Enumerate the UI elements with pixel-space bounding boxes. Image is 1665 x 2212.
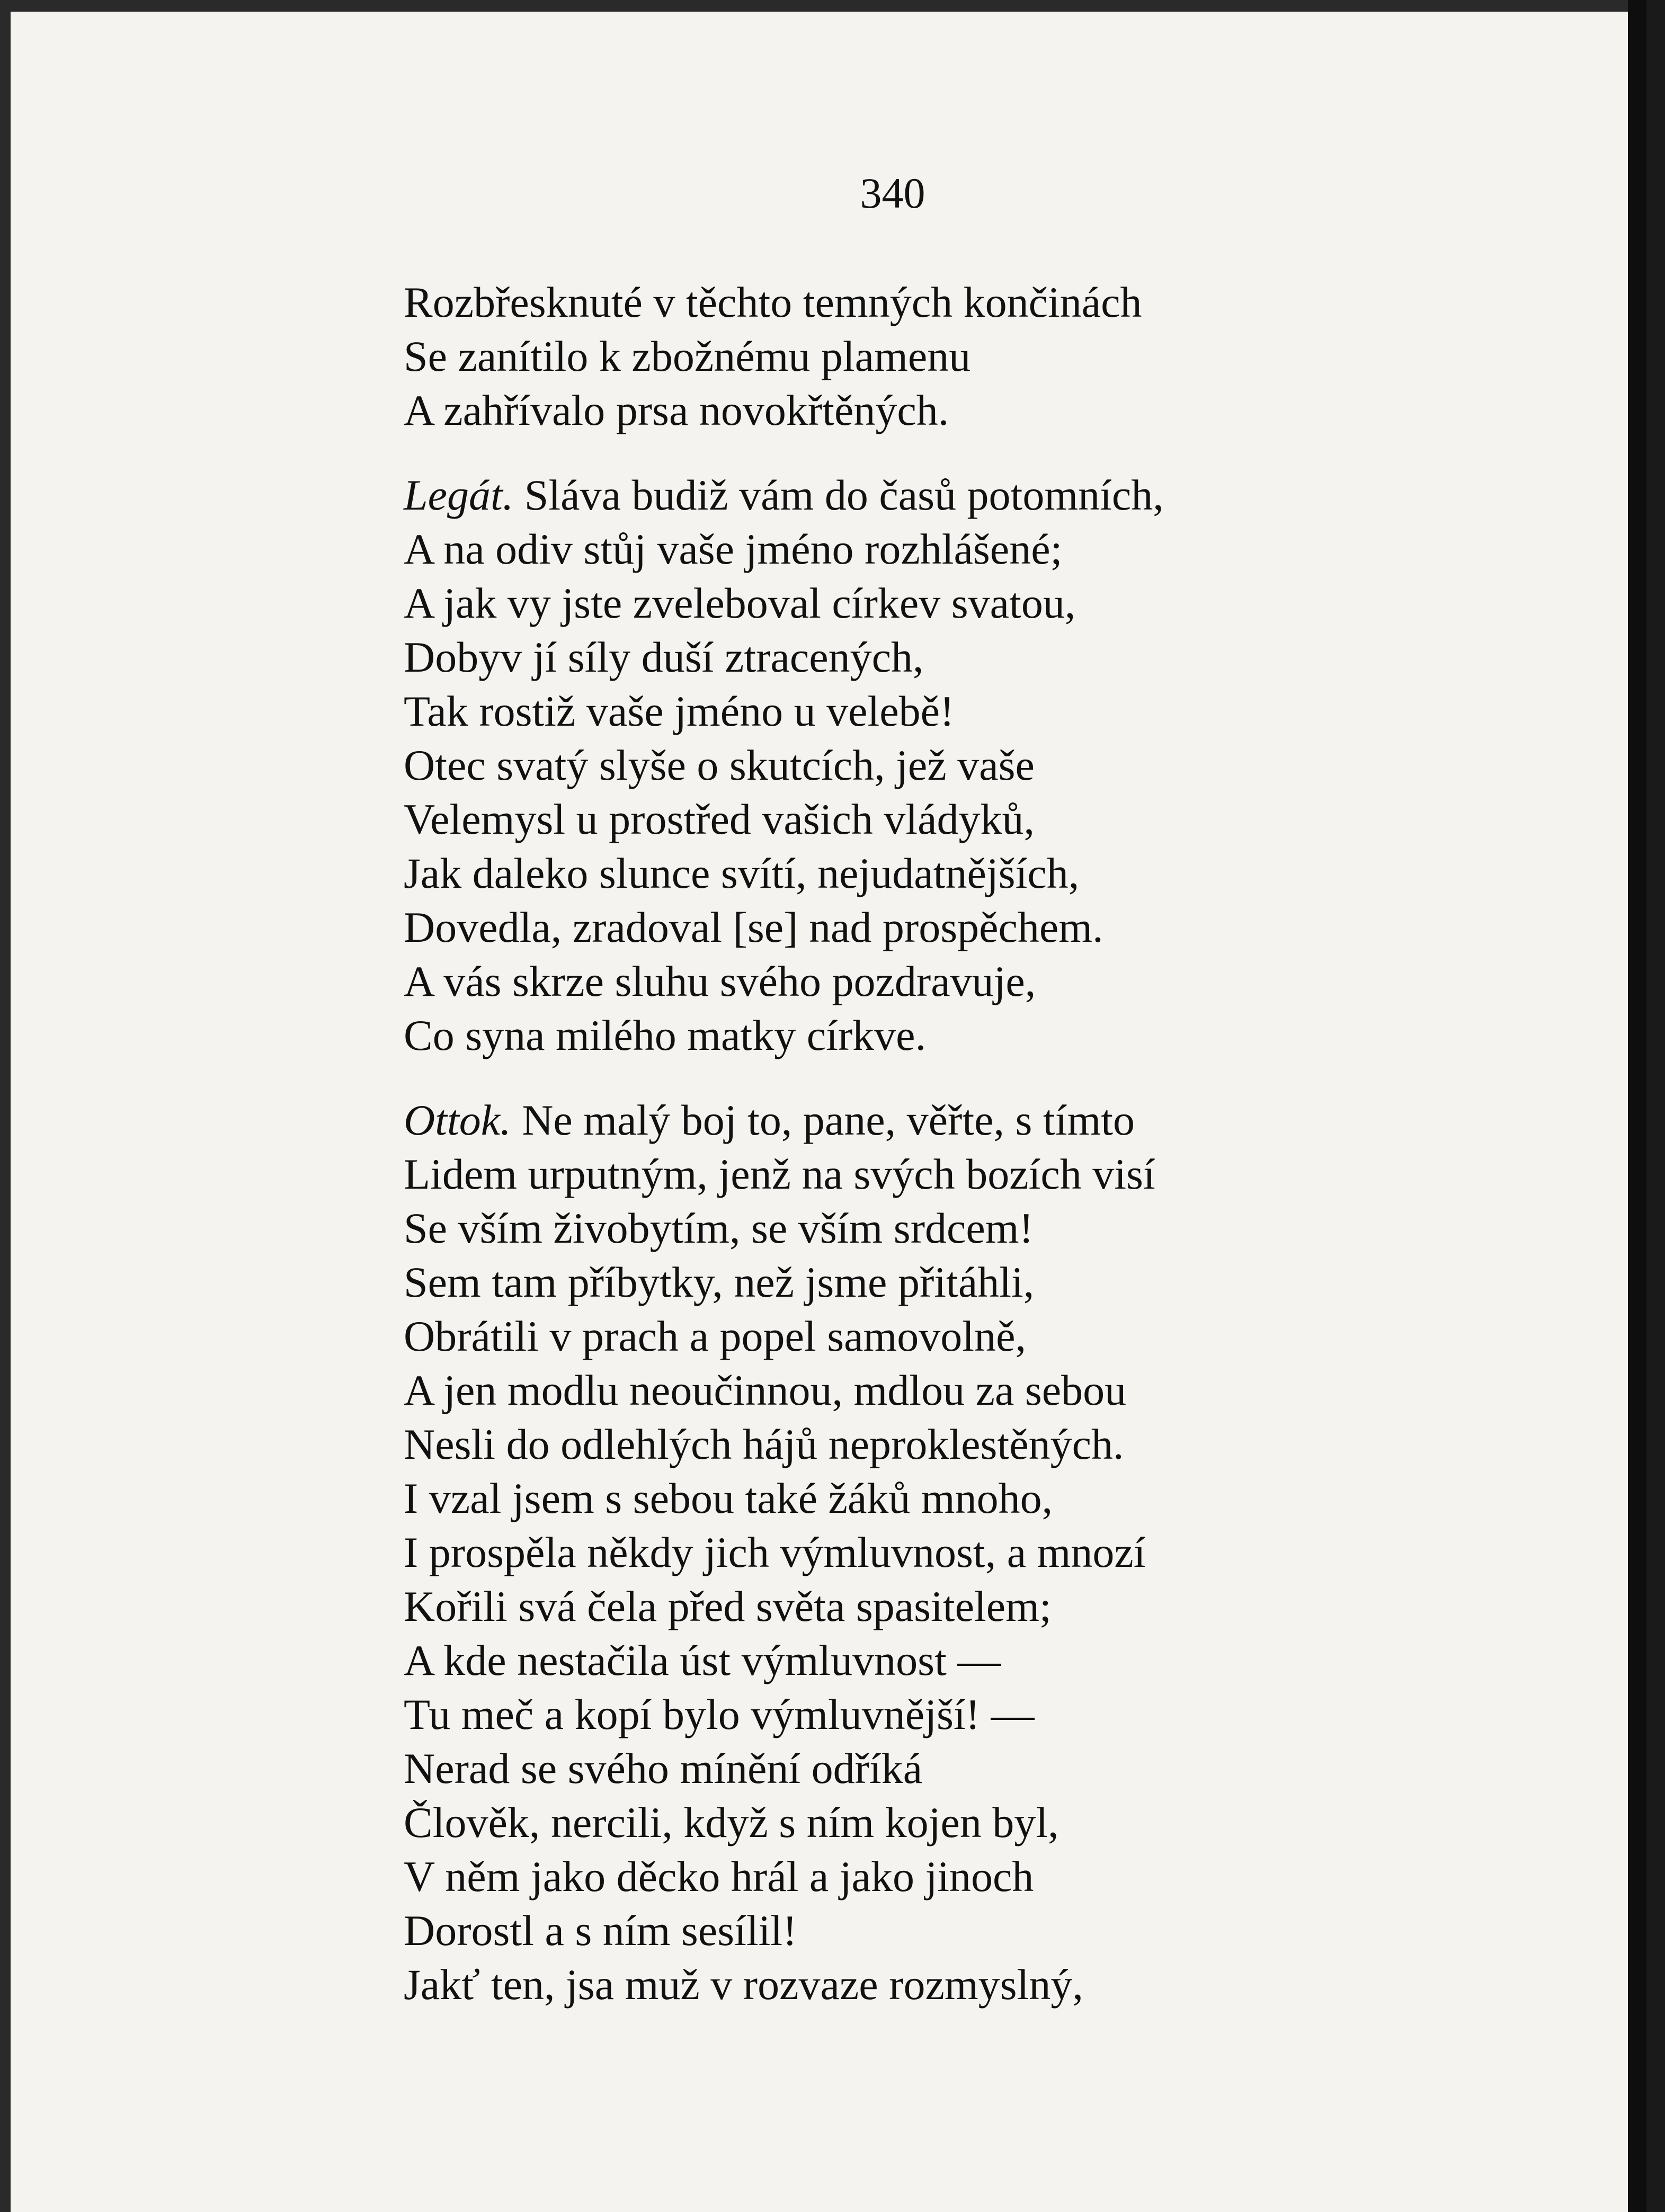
verse-line <box>404 1093 1590 1147</box>
verse-line: Se zanítilo k zbožnému plamenu <box>404 332 971 380</box>
scan-edge-right <box>1628 0 1646 2212</box>
verse-line: Tu meč a kopí bylo výmluvnější! — <box>404 1690 1035 1738</box>
speaker-first-line: Ne malý boj to, pane, věřte, s tímto <box>522 1096 1135 1144</box>
verse-line: A jen modlu neoučinnou, mdlou za sebou <box>404 1366 1127 1414</box>
verse-line: I prospěla někdy jich výmluvnost, a mnozí <box>404 1528 1146 1576</box>
verse-line: A vás skrze sluhu svého pozdravuje, <box>404 957 1036 1005</box>
verse-line: Sem tam příbytky, než jsme přitáhli, <box>404 1258 1035 1306</box>
verse-line: Jak daleko slunce svítí, nejudatnějších, <box>404 849 1080 897</box>
verse-line: Nesli do odlehlých hájů neproklestěných. <box>404 1420 1124 1468</box>
verse-line: A na odiv stůj vaše jméno rozhlášené; <box>404 525 1063 573</box>
stanza-ottok <box>404 1093 1590 2012</box>
speaker-first-line: Sláva budiž vám do časů potomních, <box>524 471 1164 519</box>
verse-text <box>404 275 1590 2012</box>
stanza-opening <box>404 275 1590 438</box>
verse-line: Člověk, nercili, když s ním kojen byl, <box>404 1798 1059 1847</box>
verse-line: Se vším živobytím, se vším srdcem! <box>404 1204 1034 1252</box>
verse-line: Dorostl a s ním sesílil! <box>404 1906 797 1955</box>
stanza-legat <box>404 468 1590 1063</box>
verse-line <box>404 468 1590 522</box>
scan-edge-top <box>0 0 1646 12</box>
verse-line: Velemysl u prostřed vašich vládyků, <box>404 795 1035 843</box>
verse-line: A jak vy jste zveleboval církev svatou, <box>404 579 1076 627</box>
verse-line: Co syna milého matky církve. <box>404 1011 927 1059</box>
speaker-name: Legát. <box>404 471 514 519</box>
verse-line: Rozbřesknuté v těchto temných končinách <box>404 278 1142 326</box>
verse-line: Tak rostiž vaše jméno u velebě! <box>404 687 955 735</box>
verse-line: Dobyv jí síly duší ztracených, <box>404 633 924 681</box>
verse-line: Dovedla, zradoval [se] nad prospěchem. <box>404 903 1103 951</box>
scan-edge-left <box>0 0 11 2212</box>
verse-line: Kořili svá čela před světa spasitelem; <box>404 1582 1052 1630</box>
verse-line: Jakť ten, jsa muž v rozvaze rozmyslný, <box>404 1960 1083 2009</box>
verse-line: Nerad se svého mínění odříká <box>404 1744 923 1792</box>
verse-line: A zahřívalo prsa novokřtěných. <box>404 386 949 434</box>
verse-line: Lidem urputným, jenž na svých bozích visí <box>404 1150 1155 1198</box>
verse-line: I vzal jsem s sebou také žáků mnoho, <box>404 1474 1053 1522</box>
page-number: 340 <box>860 169 925 217</box>
verse-line: V něm jako děcko hrál a jako jinoch <box>404 1852 1034 1901</box>
verse-line: A kde nestačila úst výmluvnost — <box>404 1636 1001 1684</box>
verse-line: Obrátili v prach a popel samovolně, <box>404 1312 1026 1360</box>
verse-line: Otec svatý slyše o skutcích, jež vaše <box>404 741 1035 789</box>
speaker-name: Ottok. <box>404 1096 511 1144</box>
